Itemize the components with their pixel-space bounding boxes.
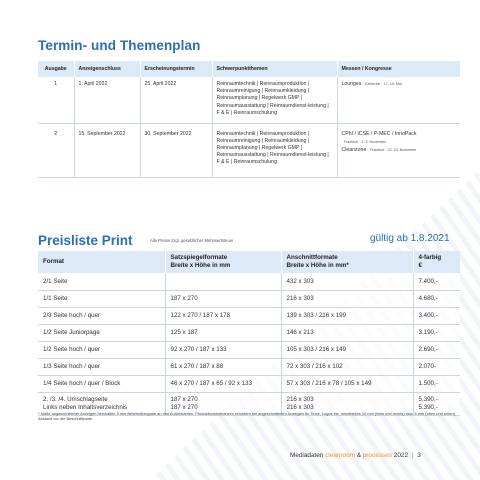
footer-amp: & (356, 452, 362, 459)
termin-table (38, 61, 460, 178)
col-schwerpunktthemen: Schwerpunktthemen (212, 61, 337, 77)
messe-name: CPhI / ICSE / P-MEC / InnoPack (341, 130, 417, 137)
cell-preis: 1.500,- (413, 375, 460, 392)
preis-valid-date: gültig ab 1.8.2021 (370, 233, 450, 244)
cell-preis: 4.680,- (413, 290, 460, 307)
cell-format: 1/2 Seite hoch / quer (38, 341, 165, 358)
footer-mediadaten: Mediadaten (290, 452, 324, 459)
footer-processes: processes (362, 452, 392, 459)
cell-preis: 2.070- (413, 358, 460, 375)
cell-format: 1/4 Seite hoch / quer / Block (38, 375, 165, 392)
cell-format: 2/1 Seite (38, 273, 165, 290)
col-satzspiegel-unit: Breite x Höhe in mm (170, 262, 231, 269)
col-anzeigenschluss: Anzeigenschluss (74, 61, 140, 77)
col-ausgabe: Ausgabe (38, 61, 74, 77)
cell-preis-line: 5.390,- (418, 395, 438, 403)
table-row (38, 273, 460, 290)
cell-satz: 125 x 187 (165, 324, 281, 341)
col-anschnitt (281, 251, 413, 273)
cell-preis: 3.400,- (413, 307, 460, 324)
cell-schluss: 15. September 2022 (74, 123, 140, 177)
table-row (38, 307, 460, 324)
footer-year: 2022 (393, 452, 408, 459)
cell-anschnitt-line: 216 x 303 (286, 403, 314, 411)
table-row (38, 375, 460, 392)
cell-format: 1/2 Seite Juniorpage (38, 324, 165, 341)
messe-name: Cleanzone (341, 146, 367, 153)
table-row (38, 341, 460, 358)
cell-anschnitt: 72 x 303 / 216 x 102 (281, 358, 413, 375)
cell-format: 1/1 Seite (38, 290, 165, 307)
cell-satz: 61 x 270 / 187 x 88 (165, 358, 281, 375)
cell-satz-line: 187 x 270 (170, 395, 198, 403)
page-number: 3 (417, 452, 421, 459)
col-preis-unit: € (418, 262, 422, 269)
cell-satz: 92 x 270 / 187 x 133 (165, 341, 281, 358)
table-row (38, 324, 460, 341)
col-anschnitt-unit: Breite x Höhe in mm* (286, 262, 349, 269)
price-table (38, 251, 460, 416)
cell-anschnitt: 139 x 303 / 216 x 199 (281, 307, 413, 324)
cell-format-line: Links neben Inhaltsverzeichnis (43, 403, 128, 411)
cell-satz (165, 273, 281, 290)
col-format: Format (38, 251, 165, 273)
footnote: * Maße angeschnittener Anzeigen beinhalten 3 mm Beschnittzugabe an den Außenkanten. Produktionstoleranzen erfordern bei angeschnittenen Anzeigen für Texte, Logos etc. mindestens 10 mm (links und rechts) bzw. 5 mm (oben und unten) Abstand vor der Beschnittkante. (38, 411, 455, 422)
cell-schluss: 1. April 2022 (74, 77, 140, 123)
preis-note: Alle Preise zzgl. gesetzlicher Mehrwertsteuer (150, 238, 234, 243)
col-satzspiegel-title: Satzspiegelformate (170, 254, 228, 261)
table-row (38, 77, 460, 123)
cell-anschnitt-line: 216 x 303 (286, 395, 314, 403)
cell-erscheinung: 30. September 2022 (140, 123, 212, 177)
cell-anschnitt: 216 x 303 (281, 290, 413, 307)
col-erscheinungstermin: Erscheinungstermin (140, 61, 212, 77)
cell-themen: Reinraumtechnik | Reinraumproduktion | Reinraumreinigung | Reinraumkleidung | Reinraumplanung | Regelwerk GMP | Reinraumausstattung | Reinraumdienst-leistung | F & E | Reinraumschulung (212, 77, 337, 123)
cell-satz: 187 x 270 (165, 290, 281, 307)
messe-note: · Frankfurt · 1.-3. November (341, 139, 387, 144)
footer-separator: | (411, 452, 414, 459)
cell-format: 1/3 Seite hoch / quer (38, 358, 165, 375)
cell-satz: 46 x 270 / 187 x 65 / 92 x 133 (165, 375, 281, 392)
cell-erscheinung: 25. April 2022 (140, 77, 212, 123)
termin-heading: Termin- und Themenplan (38, 38, 201, 53)
cell-satz-line: 187 x 270 (170, 403, 198, 411)
cell-anschnitt: 146 x 213 (281, 324, 413, 341)
page-footer (290, 452, 421, 459)
messe-name: Lounges (341, 81, 362, 87)
cell-themen: Reinraumtechnik | Reinraumproduktion | Reinraumreinigung | Reinraumkleidung | Reinraumplanung | Regelwerk GMP | Reinraumausstattung | Reinraumdienst-leistung | F & E | Reinraumschulung (212, 123, 337, 177)
cell-preis-line: 5.390,- (418, 403, 438, 411)
cell-format-line: 2. /3. /4. Umschlagseite (43, 395, 108, 403)
cell-ausgabe: 2 (38, 123, 74, 177)
cell-format: 2/3 Seite hoch / quer (38, 307, 165, 324)
cell-preis: 7.400,- (413, 273, 460, 290)
cell-anschnitt: 105 x 303 / 216 x 149 (281, 341, 413, 358)
cell-preis: 3.190,- (413, 324, 460, 341)
cell-satz: 122 x 270 / 187 x 178 (165, 307, 281, 324)
table-row (38, 358, 460, 375)
preis-heading: Preisliste Print (38, 233, 133, 248)
col-messen: Messen / Kongresse (337, 61, 460, 77)
messe-note: · Karlsruhe · 17.-19. Mai (362, 82, 402, 86)
col-preis-title: 4-farbig (418, 254, 442, 261)
col-preis (413, 251, 460, 273)
cell-anschnitt: 432 x 303 (281, 273, 413, 290)
cell-anschnitt: 57 x 303 / 216 x 78 / 105 x 149 (281, 375, 413, 392)
cell-messen (337, 123, 460, 177)
messe-note: · Frankfurt · 23.-24. November (367, 147, 417, 152)
table-row (38, 123, 460, 177)
col-anschnitt-title: Anschnittformate (286, 254, 338, 261)
cell-ausgabe: 1 (38, 77, 74, 123)
footer-cleanroom: cleanroom (325, 452, 356, 459)
cell-messen (337, 77, 460, 123)
cell-preis: 2.690,- (413, 341, 460, 358)
col-satzspiegel (165, 251, 281, 273)
table-row (38, 290, 460, 307)
